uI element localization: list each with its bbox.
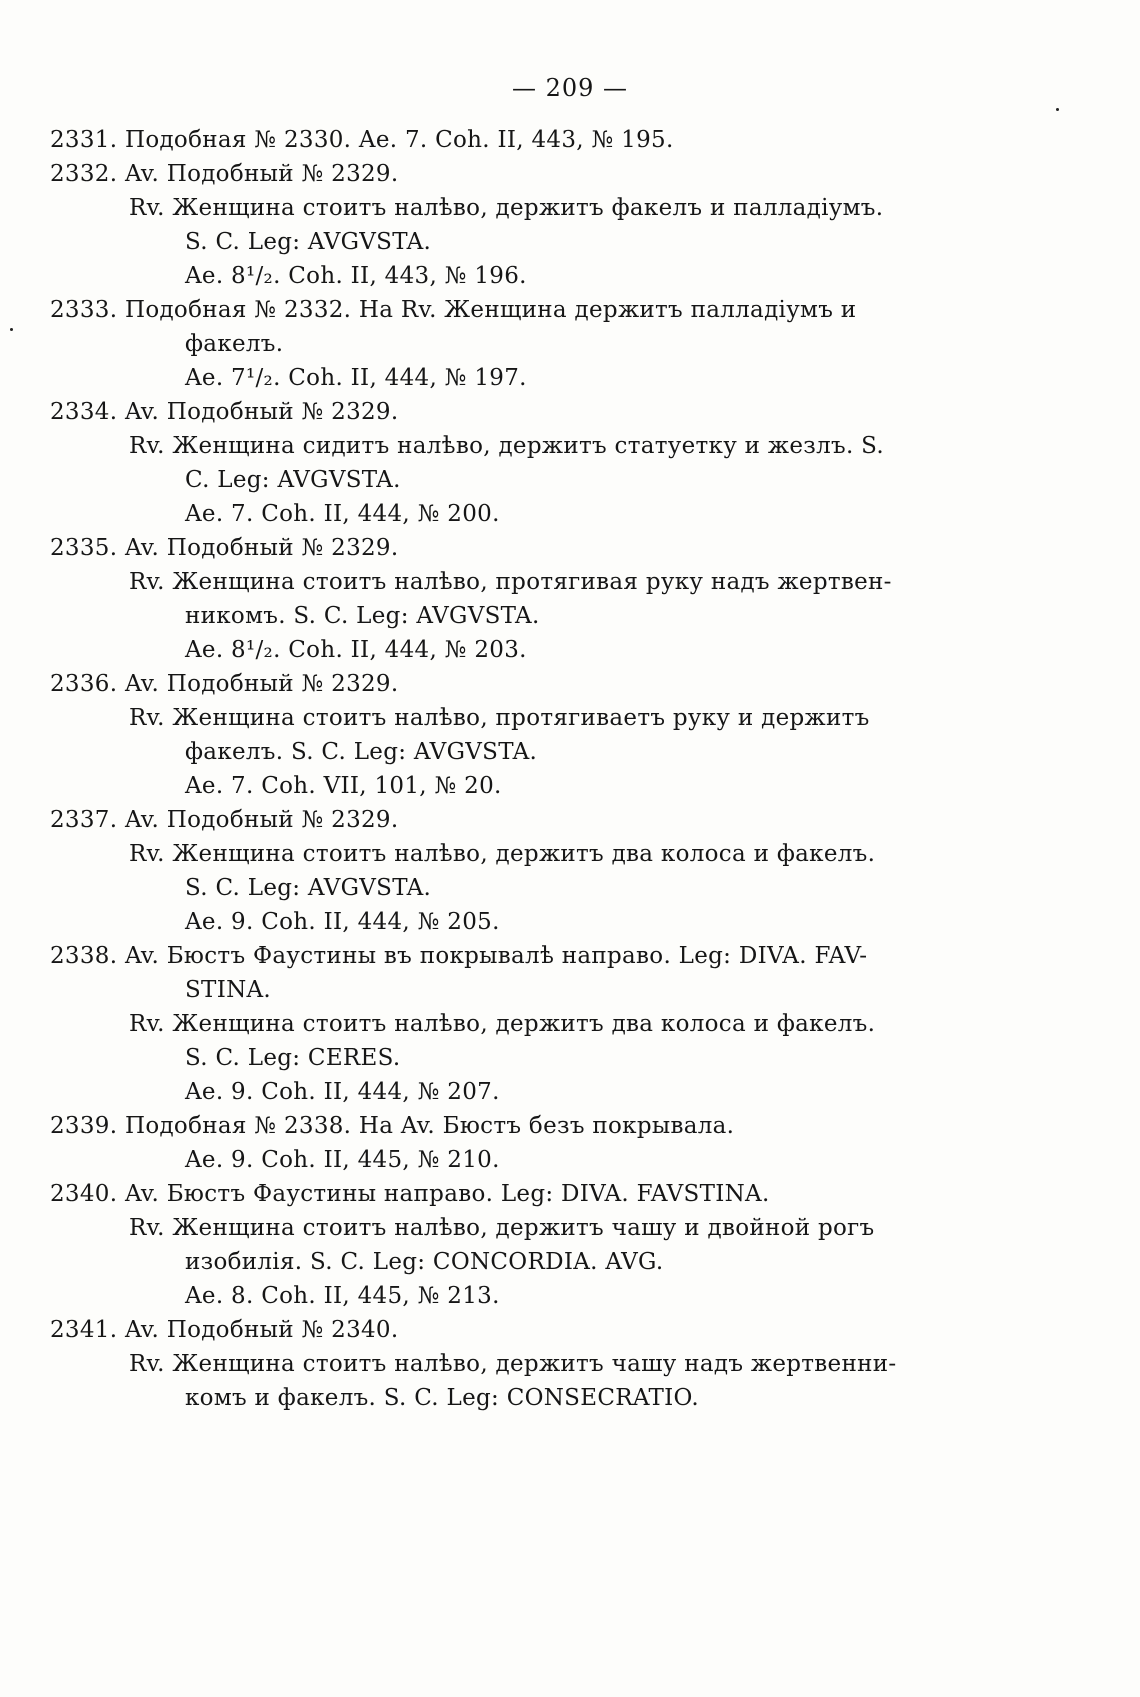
catalog-line: S. C. Leg: AVGVSTA. — [185, 229, 432, 255]
catalog-line: S. C. Leg: CERES. — [185, 1045, 401, 1071]
catalog-line: Ae. 9. Coh. II, 445, № 210. — [185, 1147, 500, 1173]
catalog-line: Ae. 8. Coh. II, 445, № 213. — [185, 1283, 500, 1309]
catalog-line: Rv. Женщина стоитъ налѣво, держитъ два колоса и факелъ. — [129, 841, 876, 867]
catalog-line: Rv. Женщина стоитъ налѣво, держитъ два колоса и факелъ. — [129, 1011, 876, 1037]
catalog-line: Ae. 8¹/₂. Coh. II, 443, № 196. — [185, 263, 527, 289]
print-speck — [10, 328, 13, 331]
catalog-line: факелъ. — [185, 331, 284, 357]
catalog-line: S. C. Leg: AVGVSTA. — [185, 875, 432, 901]
catalog-line: Ae. 8¹/₂. Coh. II, 444, № 203. — [185, 637, 527, 663]
catalog-line: изобилія. S. C. Leg: CONCORDIA. AVG. — [185, 1249, 664, 1275]
catalog-line: Rv. Женщина стоитъ налѣво, держитъ чашу и двойной рогъ — [129, 1215, 875, 1241]
catalog-line: C. Leg: AVGVSTA. — [185, 467, 401, 493]
print-speck — [1056, 108, 1059, 111]
catalog-line: Rv. Женщина стоитъ налѣво, держитъ чашу надъ жертвенни- — [129, 1351, 897, 1377]
catalog-line: STINA. — [185, 977, 272, 1003]
catalog-line: 2331. Подобная № 2330. Ae. 7. Coh. II, 443, № 195. — [50, 127, 674, 153]
catalog-line: 2340. Av. Бюстъ Фаустины направо. Leg: DIVA. FAVSTINA. — [50, 1181, 770, 1207]
catalog-line: никомъ. S. C. Leg: AVGVSTA. — [185, 603, 540, 629]
catalog-line: 2339. Подобная № 2338. На Av. Бюстъ безъ покрывала. — [50, 1113, 735, 1139]
catalog-line: Ae. 7¹/₂. Coh. II, 444, № 197. — [185, 365, 527, 391]
catalog-line: комъ и факелъ. S. C. Leg: CONSECRATIO. — [185, 1385, 699, 1411]
catalog-line: 2332. Av. Подобный № 2329. — [50, 161, 399, 187]
catalog-line: Ae. 7. Coh. VII, 101, № 20. — [185, 773, 502, 799]
catalog-line: Rv. Женщина стоитъ налѣво, протягиваетъ руку и держитъ — [129, 705, 870, 731]
catalog-line: 2334. Av. Подобный № 2329. — [50, 399, 399, 425]
catalog-line: 2341. Av. Подобный № 2340. — [50, 1317, 399, 1343]
catalog-line: 2338. Av. Бюстъ Фаустины въ покрывалѣ направо. Leg: DIVA. FAV- — [50, 943, 868, 969]
catalog-line: Ae. 9. Coh. II, 444, № 205. — [185, 909, 500, 935]
catalog-line: Ae. 9. Coh. II, 444, № 207. — [185, 1079, 500, 1105]
catalog-line: Rv. Женщина стоитъ налѣво, протягивая руку надъ жертвен- — [129, 569, 892, 595]
catalog-line: 2336. Av. Подобный № 2329. — [50, 671, 399, 697]
catalog-line: 2337. Av. Подобный № 2329. — [50, 807, 399, 833]
catalog-line: Rv. Женщина сидитъ налѣво, держитъ статуетку и жезлъ. S. — [129, 433, 885, 459]
catalog-line: факелъ. S. C. Leg: AVGVSTA. — [185, 739, 538, 765]
catalog-line: 2335. Av. Подобный № 2329. — [50, 535, 399, 561]
page-number: — 209 — — [511, 74, 629, 102]
catalog-line: Rv. Женщина стоитъ налѣво, держитъ факелъ и палладіумъ. — [129, 195, 884, 221]
catalog-line: Ae. 7. Coh. II, 444, № 200. — [185, 501, 500, 527]
catalog-line: 2333. Подобная № 2332. На Rv. Женщина держитъ палладіумъ и — [50, 297, 857, 323]
